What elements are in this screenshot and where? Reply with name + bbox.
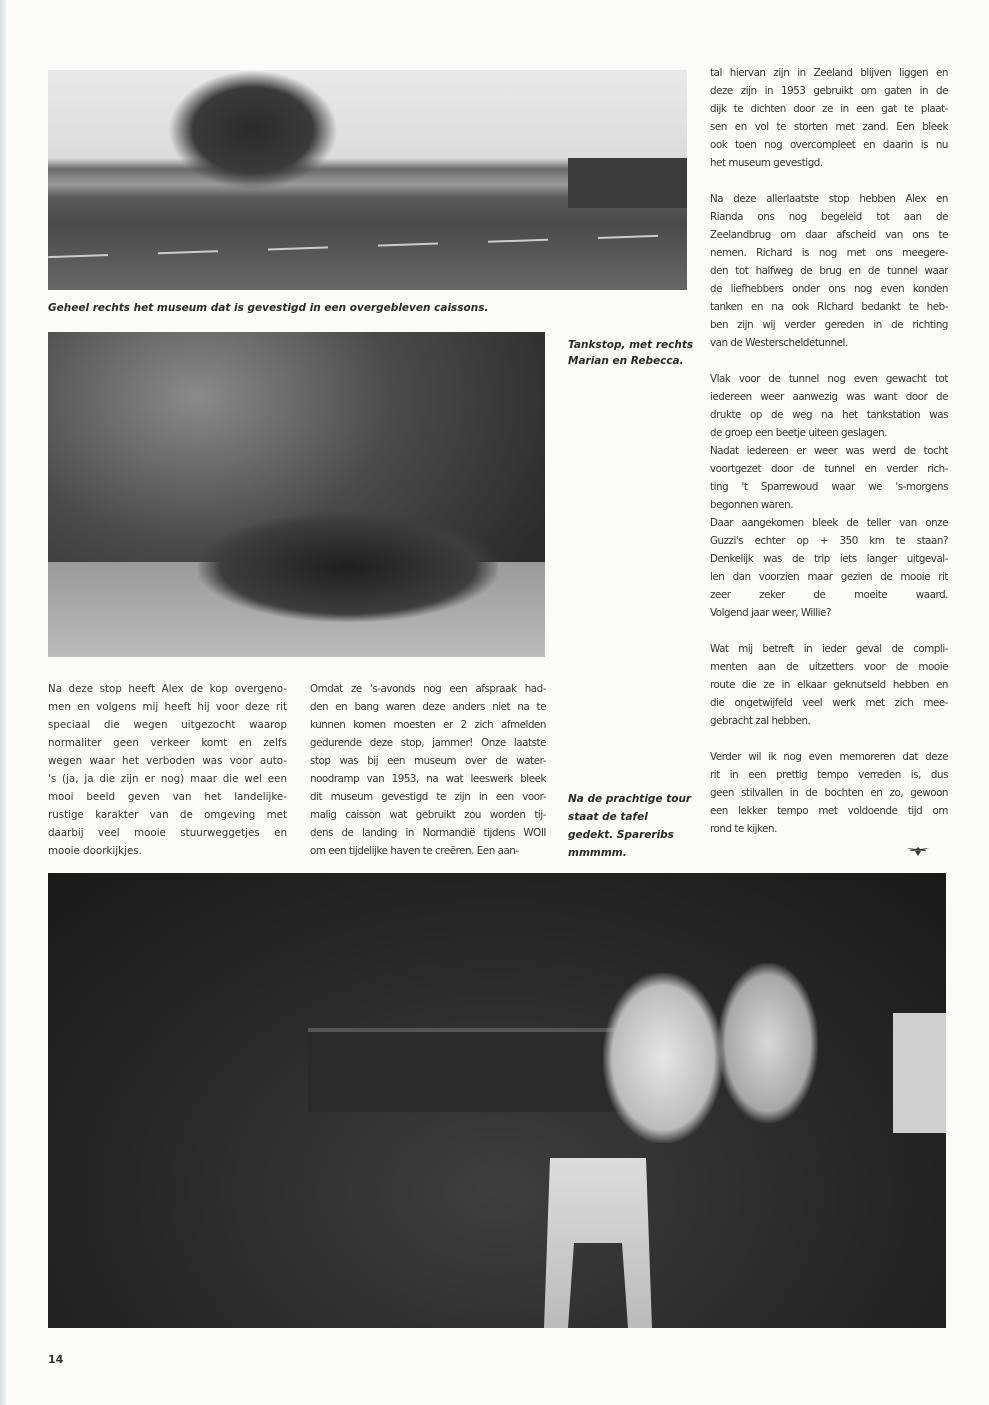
text-line: dijk te dichten door ze in een gat te plaat- — [710, 103, 948, 115]
caption-line: Na de prachtige tour — [568, 793, 692, 805]
text-line: nemen. Richard is nog met ons meegere- — [710, 247, 948, 259]
photo-dinner-table — [48, 873, 946, 1328]
text-line: tanken en na ook Richard bedankt te heb- — [710, 301, 948, 313]
paragraph — [710, 370, 948, 622]
text-line: kunnen komen moesten er 2 zich afmelden — [310, 719, 546, 731]
text-line: den en bang waren deze anders niet na te — [310, 701, 546, 713]
text-line: een lekker tempo met voldoende tijd om — [710, 805, 948, 817]
text-line: mooi beeld geven van het landelijke- — [48, 791, 287, 803]
text-line: stop was bij een museum over de water- — [310, 755, 546, 767]
caption-line: Tankstop, met rechts — [568, 339, 694, 351]
text-line: het museum gevestigd. — [710, 157, 823, 169]
photo-motorcycle — [198, 512, 498, 622]
text-line: normaliter geen verkeer komt en zelfs — [48, 737, 287, 749]
text-line: malig caisson wat gebruikt zou worden tij- — [310, 809, 546, 821]
photo-person — [718, 963, 818, 1123]
text-line: wegen waar het verboden was voor auto- — [48, 755, 287, 767]
text-line: Denkelijk was de trip iets langer uitgeval- — [710, 553, 948, 565]
text-line: Omdat ze 's-avonds nog een afspraak had- — [310, 683, 546, 695]
text-line: Volgend jaar weer, Willie? — [710, 607, 831, 619]
text-line: len dan voorzien maar gezien de mooie rit — [710, 571, 948, 583]
paragraph — [710, 64, 948, 172]
caption-line: gedekt. Spareribs — [568, 829, 674, 841]
text-line: Nadat iedereen er weer was werd de tocht — [710, 445, 948, 457]
text-line: menten aan de uitzetters voor de mooie — [710, 661, 948, 673]
paragraph — [310, 680, 546, 860]
text-line: iedereen weer aanwezig was want door de — [710, 391, 948, 403]
paragraph — [710, 640, 948, 730]
caption-dinner — [568, 790, 691, 862]
caption-line: mmmmm. — [568, 847, 627, 859]
text-line: Vlak voor de tunnel nog even gewacht tot — [710, 373, 948, 385]
text-line: voortgezet door de tunnel en verder rich- — [710, 463, 948, 475]
text-line: den tot halfweg de brug en de tunnel waar — [710, 265, 948, 277]
text-line: Daar aangekomen bleek de teller van onze — [710, 517, 948, 529]
text-line: daarbij veel mooie stuurweggetjes en — [48, 827, 287, 839]
text-line: mooie doorkijkjes. — [48, 845, 142, 857]
text-line: Zeelandbrug om daar afscheid van ons te — [710, 229, 948, 241]
text-line: speciaal die wegen uitgezocht waarop — [48, 719, 287, 731]
caption-line: staat de tafel — [568, 811, 648, 823]
text-line: begonnen waren. — [710, 499, 794, 511]
text-line: gebracht zal hebben. — [710, 715, 811, 727]
text-line: zeer zeker de moeite waard. — [710, 589, 948, 601]
photo-tankstop — [48, 332, 545, 657]
text-line: ben zijn wij verder gereden in de richting — [710, 319, 948, 331]
text-line: rit in een prettig tempo verreden is, dus — [710, 769, 948, 781]
text-line: geen stilvallen in de bochten en zo, gewoon — [710, 787, 948, 799]
text-line: Na deze stop heeft Alex de kop overgeno- — [48, 683, 287, 695]
text-line: dit museum gevestigd te zijn in een voor- — [310, 791, 546, 803]
text-line: route die ze in elkaar geknutseld hebben en — [710, 679, 948, 691]
text-line: gedurende deze stop, jammer! Onze laatste — [310, 737, 546, 749]
photo-chair — [893, 1013, 946, 1133]
paragraph — [710, 190, 948, 352]
text-line: rustige karakter van de omgeving met — [48, 809, 287, 821]
photo-person — [603, 973, 723, 1143]
text-line: Na deze allerlaatste stop hebben Alex en — [710, 193, 948, 205]
text-line: die ongetwijfeld veel werk met zich mee- — [710, 697, 948, 709]
photo-tree — [168, 70, 338, 190]
text-line: Wat mij betreft in ieder geval de compli- — [710, 643, 948, 655]
text-line: ook toen nog overcompleet en daarin is nu — [710, 139, 948, 151]
text-line: de groep een beetje uiteen geslagen. — [710, 427, 888, 439]
caption-tankstop — [568, 337, 693, 369]
text-line: ting 't Sparrewoud waar we 's-morgens — [710, 481, 948, 493]
moto-guzzi-eagle-logo-icon — [907, 845, 929, 857]
paragraph — [710, 748, 948, 838]
paragraph — [48, 680, 287, 860]
text-line: Verder wil ik nog even memoreren dat deze — [710, 751, 948, 763]
page-number: 14 — [48, 1353, 64, 1366]
text-line: Rianda ons nog begeleid tot aan de — [710, 211, 948, 223]
caption-museum: Geheel rechts het museum dat is gevestigd in een overgebleven caissons. — [48, 302, 489, 314]
text-line: om een tijdelijke haven te creëren. Een aan- — [310, 845, 519, 857]
text-line: tal hiervan zijn in Zeeland blijven liggen en — [710, 67, 948, 79]
photo-table — [308, 1028, 638, 1112]
text-line: rond te kijken. — [710, 823, 777, 835]
text-line: Guzzi's echter op + 350 km te staan? — [710, 535, 948, 547]
photo-road-marking — [48, 234, 687, 258]
caption-line: Marian en Rebecca. — [568, 355, 684, 367]
text-line: noodramp van 1953, na wat leeswerk bleek — [310, 773, 546, 785]
text-line: dens de landing in Normandië tijdens WOII — [310, 827, 546, 839]
photo-chair — [538, 1158, 658, 1328]
photo-motorcycles-museum — [48, 70, 687, 290]
text-line: drukte op de weg na het tankstation was — [710, 409, 948, 421]
text-line: deze zijn in 1953 gebruikt om gaten in de — [710, 85, 948, 97]
text-line: sen en vol te storten met zand. Een bleek — [710, 121, 948, 133]
text-line: 's (ja, ja die zijn er nog) maar die wel een — [48, 773, 287, 785]
article-column-3 — [710, 64, 948, 856]
article-column-2 — [310, 680, 546, 878]
photo-building — [568, 158, 687, 208]
article-column-1 — [48, 680, 287, 878]
text-line: men en volgens mij heeft hij voor deze rit — [48, 701, 287, 713]
text-line: van de Westerscheldetunnel. — [710, 337, 848, 349]
text-line: de liefhebbers onder ons nog even konden — [710, 283, 948, 295]
page-edge — [0, 0, 6, 1405]
